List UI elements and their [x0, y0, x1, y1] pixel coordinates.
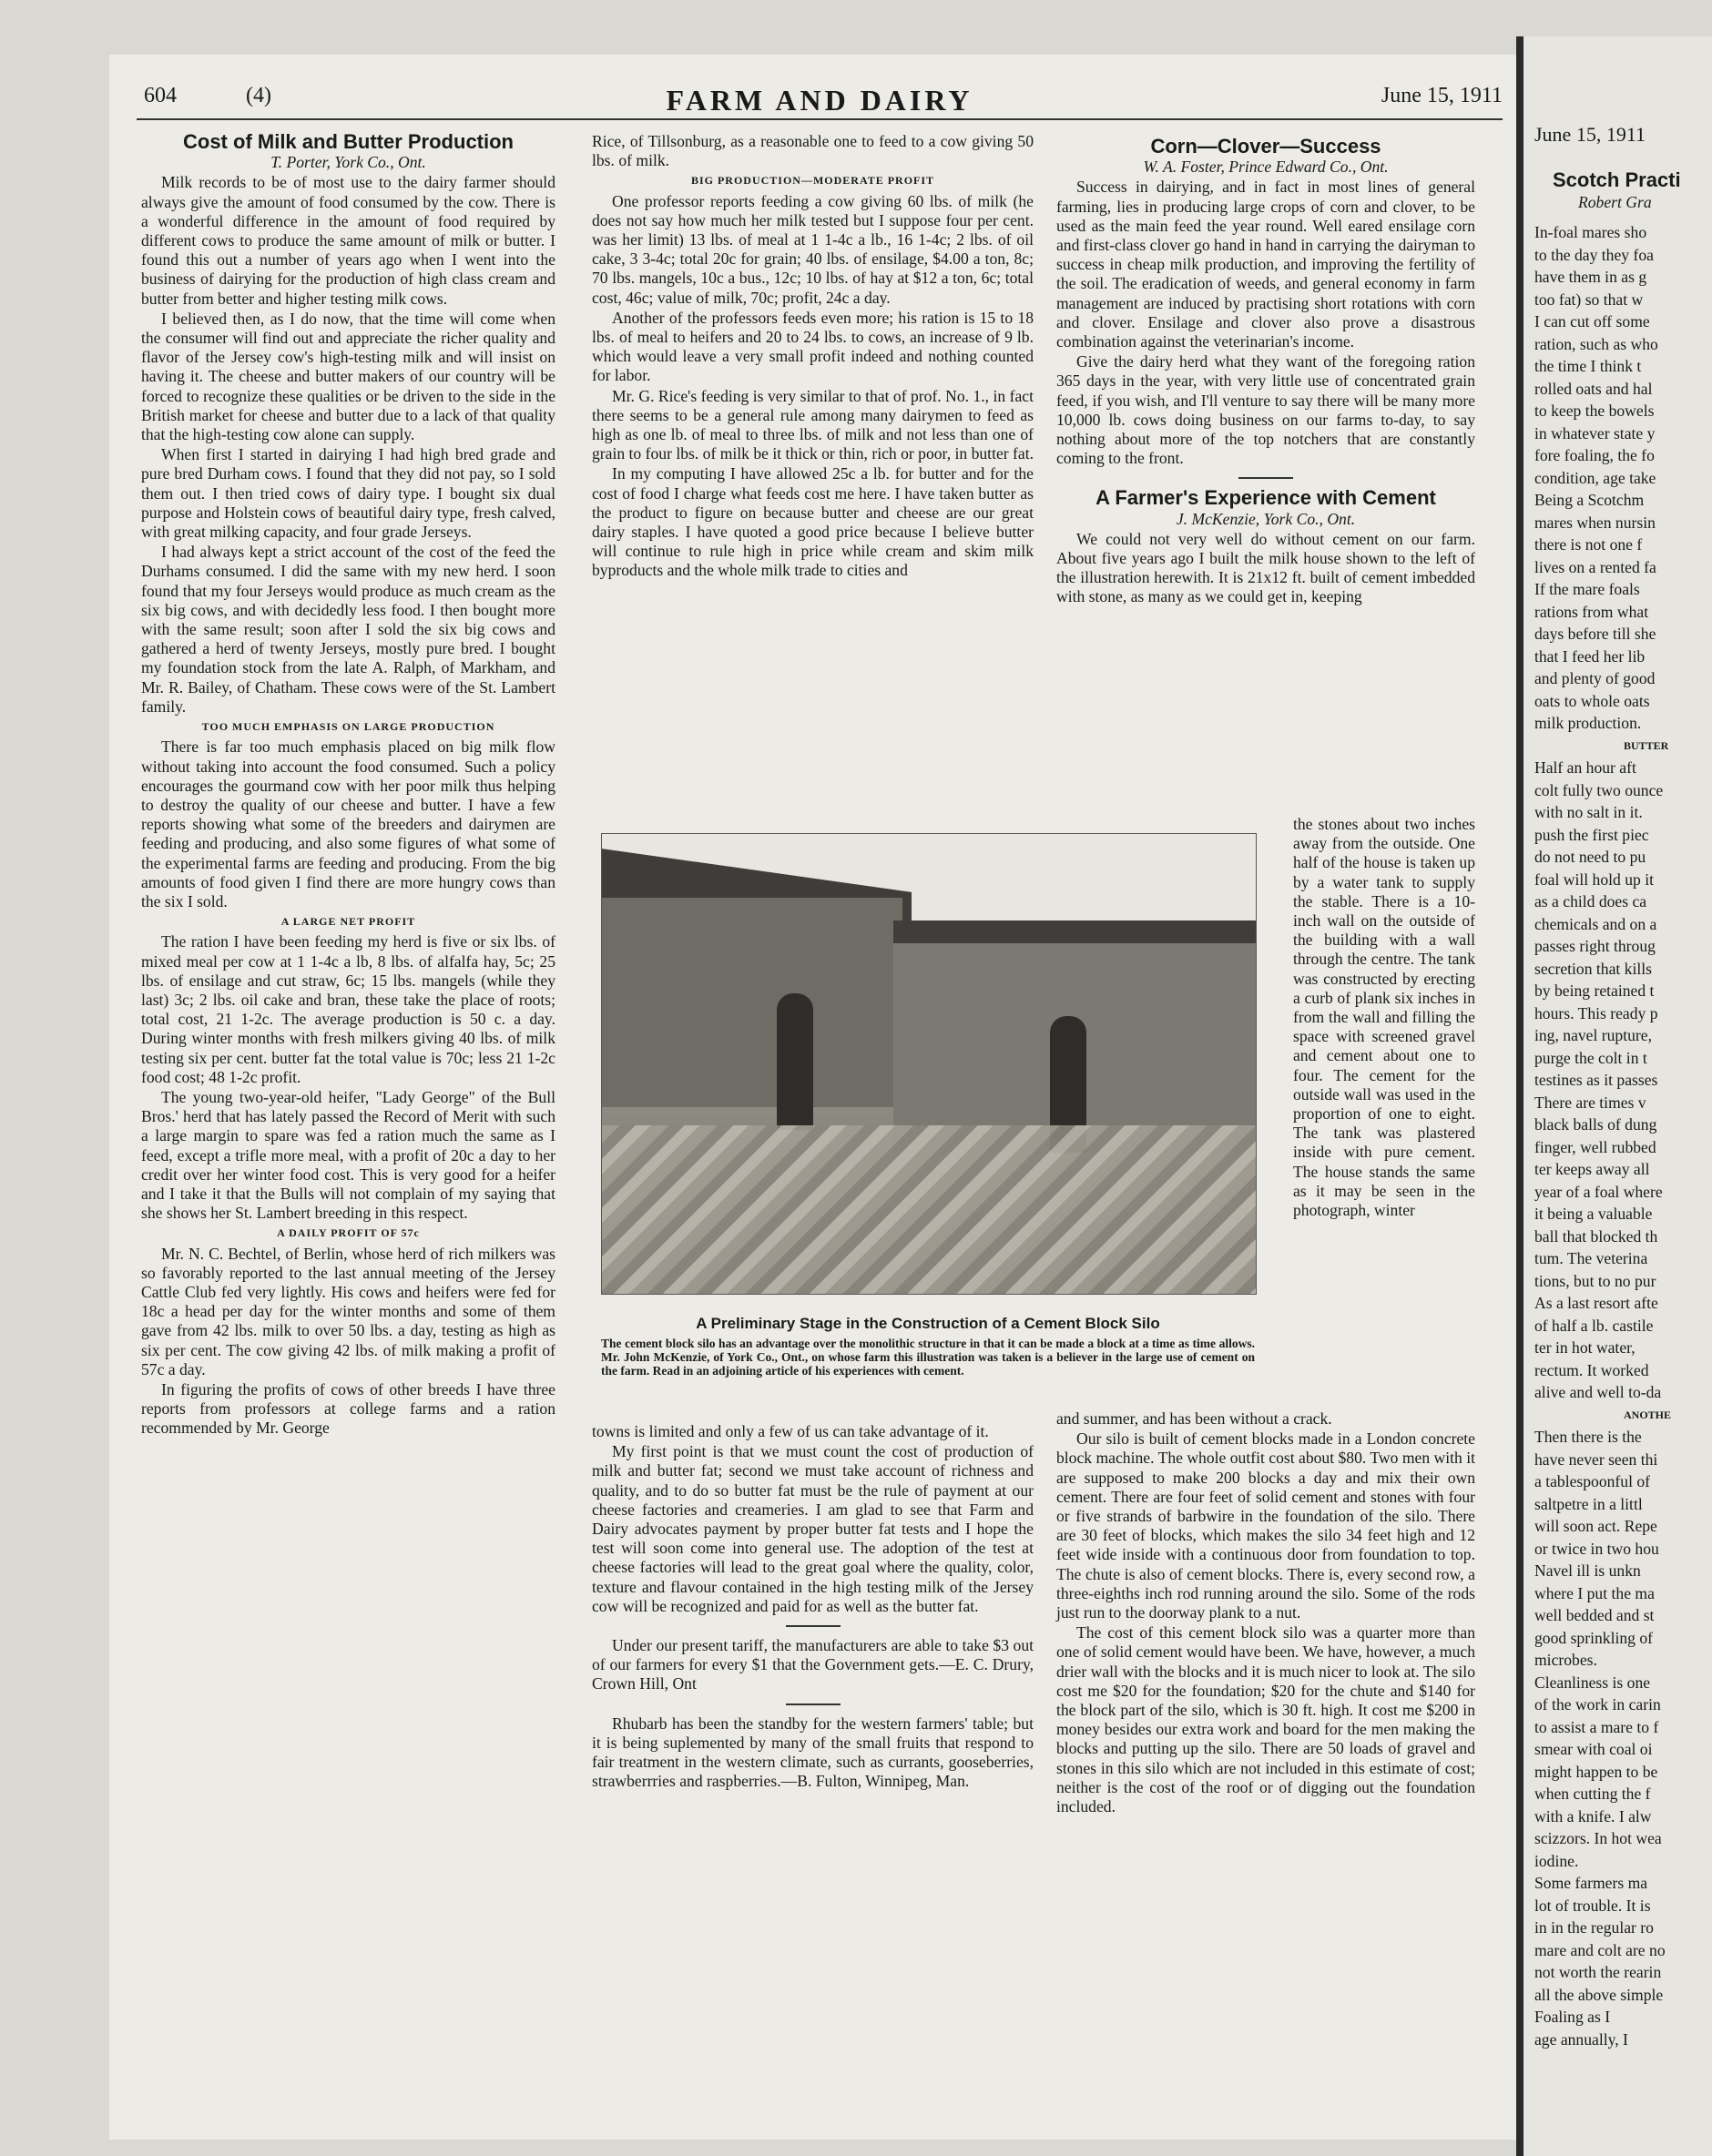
page-number: 604 [144, 84, 177, 107]
adjoining-text-line: rations from what [1534, 602, 1649, 621]
adjoining-text-line: have never seen thi [1534, 1449, 1658, 1469]
adjoining-text-line: colt fully two ounce [1534, 780, 1664, 799]
adjoining-text-line: ration, such as who [1534, 334, 1658, 353]
adjoining-text-line: Foaling as I [1534, 2008, 1611, 2026]
column-3-continued [1056, 1409, 1475, 1817]
adjoining-text-line: have them in as g [1534, 268, 1647, 286]
adjoining-text-line: Half an hour aft [1534, 758, 1636, 777]
adjoining-text-line: well bedded and st [1534, 1606, 1655, 1624]
adjoining-text-line: by being retained t [1534, 981, 1655, 1000]
adjoining-text-line: push the first piec [1534, 825, 1649, 844]
article-title: Cost of Milk and Butter Production [183, 130, 514, 153]
adjoining-text-line: to assist a mare to f [1534, 1717, 1659, 1736]
adjoining-text-line: a tablespoonful of [1534, 1472, 1651, 1490]
adjoining-text-line: with a knife. I alw [1534, 1806, 1652, 1825]
adjoining-page [1516, 36, 1712, 2156]
adjoining-text-line: BUTTER [1624, 738, 1669, 752]
paragraph: Rhubarb has been the standby for the western farmers' table; but it is being suplemented by many of the small fruits that respond to fair treatment in the western climate, such as currants, gooseberries, strawberrries and raspberries.—B. Fulton, Winnipeg, Man. [592, 1714, 1034, 1791]
subheading: TOO MUCH EMPHASIS ON LARGE PRODUCTION [201, 720, 495, 734]
adjoining-text-line: in in the regular ro [1534, 1918, 1654, 1937]
column-2-continued [592, 1422, 1034, 1792]
paragraph: Success in dairying, and in fact in most lines of general farming, lies in producing large crops of corn and clover, to be used as the main feed the year round. Well eared ensilage corn and first-class clover go hand in hand in carrying the dairyman to success in cheap milk production, and improving the fertility of the soil. The eradication of weeds, and general economy in farm management are induced by practising short rotations with corn and clover. Ensilage and clover also prove a disastrous combination against the veterinarian's income. [1056, 178, 1475, 351]
paragraph: Rice, of Tillsonburg, as a reasonable one to feed to a cow giving 50 lbs. of milk. [592, 132, 1034, 170]
adjoining-text-line: finger, well rubbed [1534, 1137, 1656, 1156]
adjoining-text-line: of half a lb. castile [1534, 1316, 1654, 1335]
adjoining-text-line: alive and well to-da [1534, 1383, 1662, 1401]
paragraph: I had always kept a strict account of the cost of the feed the Durhams consumed. I did the same with my new herd. I soon found that my four Jerseys would produce as much cream as the six big cows, and with decidedly less food. I then bought more with the same result; soon after I sold the six big cows and gathered a herd of twenty Jerseys, mostly pure bred. I bought my foundation stock from the late A. Ralph, of Markham, and Mr. R. Bailey, of Chatham. These cows were of the St. Lambert family. [141, 543, 555, 716]
paragraph: The ration I have been feeding my herd is five or six lbs. of mixed meal per cow at 1 1-4c a lb, 8 lbs. of alfalfa hay, 5c; 25 lbs. of ensilage and cut straw, 6c; 15 lbs. mangels (while they last) 3c; 2 lbs. oil cake and bran, these take the place of roots; total cost, 21 1-2c. The average production is 50 c. a day. During winter months with fresh milkers giving 40 lbs. of milk testing six per cent. butter fat the total value is 70c; less 21 1-2c food cost; 48 1-2c profit. [141, 932, 555, 1086]
adjoining-text-line: that I feed her lib [1534, 646, 1646, 666]
adjoining-text-line: ball that blocked th [1534, 1226, 1658, 1246]
adjoining-text-line: too fat) so that w [1534, 290, 1644, 309]
photo-person [777, 993, 813, 1130]
adjoining-text-line: ter in hot water, [1534, 1338, 1636, 1357]
adjoining-text-line: or twice in two hou [1534, 1539, 1659, 1558]
adjoining-article-byline: Robert Gra [1578, 193, 1652, 211]
adjoining-text-line: secretion that kills [1534, 959, 1652, 978]
adjoining-text-line: rolled oats and hal [1534, 379, 1653, 398]
issue-number: (4) [246, 84, 271, 107]
adjoining-text-line: Navel ill is unkn [1534, 1561, 1641, 1580]
adjoining-text-line: In-foal mares sho [1534, 223, 1647, 241]
adjoining-text-line: Then there is the [1534, 1428, 1642, 1446]
adjoining-text-line: of the work in carin [1534, 1695, 1661, 1714]
photo-milkhouse [602, 898, 902, 1107]
article-title: Corn—Clover—Success [1150, 135, 1381, 158]
adjoining-text-line: foal will hold up it [1534, 870, 1654, 889]
adjoining-text-line: tions, but to no pur [1534, 1271, 1656, 1290]
adjoining-text-line: purge the colt in t [1534, 1048, 1647, 1067]
paragraph: The cost of this cement block silo was a quarter more than one of solid cement would have been. We have, however, a much drier wall with the blocks and it is much nicer to look at. The silo cost me $20 for the foundation; $20 for the chute and $140 for the block part of the silo, which is 30 ft. high. It cost me $200 in money besides our extra work and board for the men making the blocks and putting up the silo. There are 50 loads of gravel and stones in this silo which are not included in this estimate of cost; neither is the cost of the roof or of digging out the foundation included. [1056, 1623, 1475, 1816]
adjoining-text-line: mare and colt are no [1534, 1940, 1666, 1959]
paragraph: Mr. N. C. Bechtel, of Berlin, whose herd of rich milkers was so favorably reported to the last annual meeting of the Jersey Cattle Club fed very lightly. His cows and heifers were fed for 18c a head per day for the winter months and some of them gave from 42 lbs. milk to over 50 lbs. a day, testing as high as six per cent. The cow giving 42 lbs. of milk making a profit of 57c a day. [141, 1244, 555, 1378]
adjoining-text-line: in whatever state y [1534, 423, 1656, 442]
adjoining-text-line: black balls of dung [1534, 1115, 1657, 1134]
figure-caption [601, 1315, 1255, 1378]
subheading: BIG PRODUCTION—MODERATE PROFIT [690, 174, 935, 188]
paragraph: The young two-year-old heifer, "Lady George" of the Bull Bros.' herd that has lately passed the Record of Merit with such a large margin to spare was fed a ration much the same as I feed, except a trifle more meal, with a profit of 20c a day to her credit over her winter food cost. This is very good for a heifer and I take it that the Bulls will not complain of my saying that she shows her St. Lambert breeding in this respect. [141, 1087, 555, 1223]
paragraph: My first point is that we must count the cost of production of milk and butter fat; second we must take account of richness and quality, and to do so butter fat must be the rule of payment at our cheese factories and creameries. I am glad to see that Farm and Dairy advocates payment by proper butter fat tests and I hope the test will soon come into general use. The adoption of the test at cheese factories will lead to the great goal where the quality, color, texture and flavour contained in the high testing milk of the Jersey cow will be recognized and paid for as well as the butter fat. [592, 1442, 1034, 1615]
adjoining-text-line: when cutting the f [1534, 1785, 1651, 1803]
header-rule [137, 118, 1503, 120]
adjoining-text-line: I can cut off some [1534, 312, 1650, 331]
adjoining-text-line: microbes. [1534, 1651, 1597, 1669]
adjoining-text-line: Cleanliness is one [1534, 1673, 1651, 1692]
header-date: June 15, 1911 [1381, 84, 1503, 107]
masthead-title: FARM AND DAIRY [666, 84, 973, 117]
paragraph: In figuring the profits of cows of other breeds I have three reports from professors at college farms and a ration recommended by Mr. George [141, 1380, 555, 1438]
adjoining-text-line: lives on a rented fa [1534, 557, 1656, 576]
adjoining-text-line: not worth the rearin [1534, 1963, 1662, 1981]
caption-text: The cement block silo has an advantage over the monolithic structure in that it can be made a block at a time as time allows. Mr. John McKenzie, of York Co., Ont., on whose farm this illustration was taken is a believer in the large use of cement on the farm. Read in an adjoining article of his experiences with cement. [601, 1337, 1255, 1378]
adjoining-text-line: with no salt in it. [1534, 803, 1643, 821]
paragraph: One professor reports feeding a cow giving 60 lbs. of milk (he does not say how much her milk tested but I suppose four per cent. was her limit) 13 lbs. of meal at 1 1-4c a lb., 16 1-4c; 2 lbs. of oil cake, 3 3-4c; total 20c for grain; 40 lbs. of ensilage, $4.00 a ton, 8c; 70 lbs. mangels, 10c a bus., 12c; 10 lbs. of hay at $12 a ton, 6c; total cost, 46c; value of milk, 70c; profit, 24c a day. [592, 191, 1034, 307]
adjoining-text-line: the time I think t [1534, 357, 1642, 375]
adjoining-text-line: oats to whole oats [1534, 691, 1650, 710]
adjoining-text-line: to the day they foa [1534, 245, 1654, 264]
adjoining-text-line: passes right throug [1534, 937, 1656, 955]
adjoining-text-line: there is not one f [1534, 535, 1643, 554]
adjoining-text-line: rectum. It worked [1534, 1360, 1649, 1379]
divider [786, 1625, 841, 1627]
paragraph: There is far too much emphasis placed on big milk flow without taking into account the food consumed. Such a policy encourages the gourmand cow with her poor milk thus helping to destroy the quality of our cheese and butter. I have a few reports showing what some of the breeders and dairymen are feeding and producing, and also some figures of what some of the experimental farms are feeding and producing. From the big amounts of food given I find there are more hungry cows than the six I sold. [141, 737, 555, 910]
article-title: A Farmer's Experience with Cement [1095, 486, 1436, 510]
article-byline: J. McKenzie, York Co., Ont. [1176, 509, 1356, 528]
adjoining-text-line: and plenty of good [1534, 669, 1656, 687]
adjoining-text-line: good sprinkling of [1534, 1628, 1653, 1647]
adjoining-page-date: June 15, 1911 [1534, 123, 1646, 146]
adjoining-text-line: scizzors. In hot wea [1534, 1829, 1662, 1847]
silo-photograph [601, 833, 1257, 1295]
adjoining-text-line: Some farmers ma [1534, 1874, 1648, 1892]
adjoining-text-line: days before till she [1534, 625, 1656, 643]
adjoining-text-line: milk production. [1534, 714, 1642, 732]
paragraph: the stones about two inches away from the outside. One half of the house is taken up by a water tank to supply the stable. There is a 10-inch wall on the outside of the building with a wall through the centre. The tank was constructed by erecting a curb of plank six inches in from the wall and filling the space with screened gravel and cement about one to four. The cement for the outside wall was used in the proportion of one to eight. The tank was plastered inside with pure cement. The house stands the same as it may be seen in the photograph, winter [1293, 815, 1475, 1220]
adjoining-text-line: chemicals and on a [1534, 914, 1657, 933]
adjoining-text-line: hours. This ready p [1534, 1003, 1658, 1022]
adjoining-text-line: saltpetre in a littl [1534, 1494, 1643, 1513]
adjoining-text-line: as a child does ca [1534, 892, 1647, 910]
article-byline: T. Porter, York Co., Ont. [270, 153, 426, 172]
adjoining-article-title: Scotch Practi [1553, 168, 1681, 191]
adjoining-text-line: it being a valuable [1534, 1205, 1653, 1223]
paragraph: Give the dairy herd what they want of the foregoing ration 365 days in the year, with very little use of concentrated grain feed, if you wish, and I'll venture to say there will be many more 10,000 lb. cows doing business on our farms to-day, to say nothing about more of the top notchers that are constantly coming to the front. [1056, 352, 1475, 468]
adjoining-text-line: all the above simple [1534, 1985, 1664, 2004]
wrapped-text [1293, 815, 1475, 1220]
subheading: A DAILY PROFIT OF 57c [277, 1226, 420, 1240]
divider [1238, 477, 1293, 479]
adjoining-text-line: condition, age take [1534, 468, 1656, 487]
paragraph: Our silo is built of cement blocks made in a London concrete block machine. The whole outfit cost about $80. Two men with it are supposed to make 200 blocks a day and mix their own cement. There are four feet of solid cement and stones with four or five strands of barbwire in the foundation of the silo. There are 30 feet of blocks, which makes the silo 34 feet high and 12 feet wide inside with a continuous door from foundation to top. The chute is also of cement blocks. There is, every second row, a three-eighths inch rod running around the silo. Some of the rods just run to the doorway plank to a nut. [1056, 1429, 1475, 1622]
caption-title: A Preliminary Stage in the Construction of a Cement Block Silo [696, 1315, 1160, 1332]
adjoining-text-line: to keep the bowels [1534, 402, 1655, 420]
column-3 [1056, 137, 1475, 608]
adjoining-text-line: tum. The veterina [1534, 1249, 1648, 1267]
photo-cement-blocks [602, 1125, 1256, 1294]
adjoining-text-line: smear with coal oi [1534, 1740, 1653, 1758]
adjoining-text-line: year of a foal where [1534, 1182, 1663, 1201]
paragraph: When first I started in dairying I had high bred grade and pure bred Durham cows. I found that they did not pay, so I sold them out. I then tried cows of dairy type. I bought six dual purpose and Holstein cows of beautiful dairy type, fresh calved, with great milking capacity, and four grade Jerseys. [141, 445, 555, 542]
adjoining-text-line: As a last resort afte [1534, 1294, 1658, 1312]
subheading: A LARGE NET PROFIT [280, 915, 416, 929]
adjoining-text-line: ter keeps away all [1534, 1160, 1650, 1178]
paragraph: and summer, and has been without a crack. [1056, 1409, 1332, 1428]
adjoining-text-line: ing, navel rupture, [1534, 1026, 1652, 1044]
adjoining-text-line: fore foaling, the fo [1534, 446, 1655, 464]
paragraph: In my computing I have allowed 25c a lb. for butter and for the cost of food I charge what feeds cost me here. I have taken butter as the product to figure on because butter and cheese are our great dairy staples. I have quoted a good price because I believe butter will continue to rule high in price while cream and skim milk byproducts and the whole milk trade to cities and [592, 464, 1034, 580]
adjoining-text-line: ANOTHE [1624, 1408, 1672, 1421]
paragraph: We could not very well do without cement on our farm. About five years ago I built the milk house shown to the left of the illustration herewith. It is 21x12 ft. built of cement imbedded with stone, as many as we could get in, keeping [1056, 529, 1475, 606]
article-byline: W. A. Foster, Prince Edward Co., Ont. [1143, 158, 1389, 177]
adjoining-text-line: If the mare foals [1534, 580, 1640, 598]
paragraph: Another of the professors feeds even more; his ration is 15 to 18 lbs. of meal to heifers and 20 to 24 lbs. to cows, an increase of 9 lb. which would leave a very small profit indeed and nothing counted for labor. [592, 308, 1034, 385]
adjoining-text-line: do not need to pu [1534, 848, 1646, 866]
column-2 [592, 132, 1034, 582]
column-1 [141, 132, 555, 1439]
adjoining-text-line: where I put the ma [1534, 1583, 1655, 1602]
page-header [137, 84, 1503, 120]
paragraph: Milk records to be of most use to the dairy farmer should always give the amount of food consumed by the cow. There is a wonderful difference in the amount of food required by different cows to produce the same amount of milk or butter. I found this out a number of years ago when I went into the business of dairying for the production of high class cream and butter from better and higher testing milk cows. [141, 173, 555, 308]
adjoining-text-line: testines as it passes [1534, 1071, 1658, 1089]
paragraph: Mr. G. Rice's feeding is very similar to that of prof. No. 1., in fact there seems to be a general rule among many dairymen to feed as high as one lb. of meal to three lbs. of milk and not less than one of grain to four lbs. of milk be it thick or thin, rich or poor, in butter fat. [592, 386, 1034, 463]
adjoining-text-line: mares when nursin [1534, 513, 1656, 532]
adjoining-text-line: will soon act. Repe [1534, 1517, 1657, 1535]
adjoining-text-line: Being a Scotchm [1534, 491, 1645, 509]
adjoining-text-line: lot of trouble. It is [1534, 1896, 1651, 1915]
paragraph: towns is limited and only a few of us can take advantage of it. [592, 1422, 989, 1440]
adjoining-text-line: There are times v [1534, 1093, 1646, 1112]
adjoining-text-line: might happen to be [1534, 1762, 1658, 1781]
adjoining-text-line: age annually, I [1534, 2029, 1628, 2049]
divider [786, 1703, 841, 1705]
paragraph: Under our present tariff, the manufacturers are able to take $3 out of our farmers for every $1 that the Government gets.—E. C. Drury, Crown Hill, Ont [592, 1636, 1034, 1693]
adjoining-text-line: iodine. [1534, 1851, 1579, 1870]
paragraph: I believed then, as I do now, that the time will come when the consumer will find out and appreciate the richer quality and flavor of the Jersey cow's high-testing milk and will insist on having it. The cheese and butter makers of our country will be forced to recognize these qualities or be driven to the side in the British market for cheese and butter due to a lack of that quality that the high-testing cow alone can supply. [141, 309, 555, 444]
